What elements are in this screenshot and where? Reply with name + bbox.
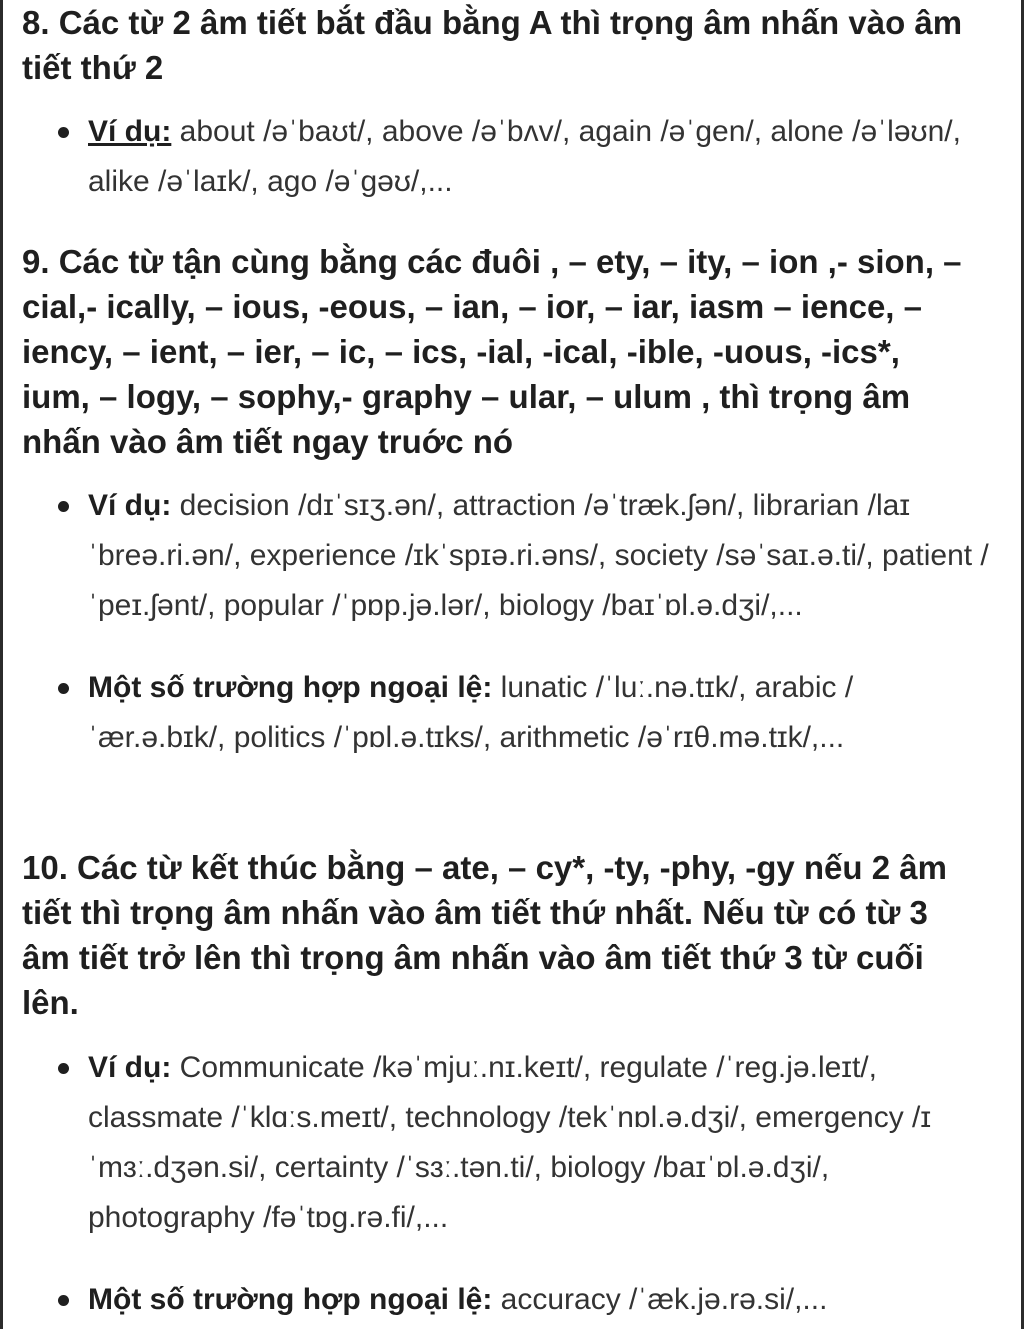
list-item-exceptions [22, 1275, 990, 1325]
example-label: Ví dụ: [88, 1051, 172, 1084]
list-item-example [22, 1043, 990, 1243]
exceptions-label: Một số trường hợp ngoại lệ: [88, 671, 493, 704]
example-text: Communicate /kəˈmjuː.nɪ.keɪt/, regulate /ˈreg.jə.leɪt/, classmate /ˈklɑːs.meɪt/, technology /tekˈnɒl.ə.dʒi/, emergency /ɪˈmɜː.dʒən.si/, certainty /ˈsɜː.tən.ti/, biology /baɪˈɒl.ə.dʒi/, photography /fəˈtɒg.rə.fi/,... [88, 1051, 932, 1234]
page-border-left [0, 0, 3, 1329]
exceptions-text: lunatic /ˈluː.nə.tɪk/, arabic /ˈær.ə.bɪk/, politics /ˈpɒl.ə.tɪks/, arithmetic /əˈrɪθ.mə.tɪk/,... [88, 671, 854, 754]
example-text: decision /dɪˈsɪʒ.ən/, attraction /əˈtræk.ʃən/, librarian /laɪˈbreə.ri.ən/, experience /ɪkˈspɪə.ri.əns/, society /səˈsaɪ.ə.ti/, patient /ˈpeɪ.ʃənt/, popular /ˈpɒp.jə.lər/, biology /baɪˈɒl.ə.dʒi/,... [88, 489, 989, 622]
example-label: Ví dụ: [88, 115, 172, 148]
section-10-list [22, 1043, 990, 1325]
list-item-example [22, 107, 990, 207]
section-10-heading: 10. Các từ kết thúc bằng – ate, – cy*, -ty, -phy, -gy nếu 2 âm tiết thì trọng âm nhấn vào âm tiết thứ nhất. Nếu từ có từ 3 âm tiết trở lên thì trọng âm nhấn vào âm tiết thứ 3 từ cuối lên. [22, 849, 947, 1021]
example-text: about /əˈbaʊt/, above /əˈbʌv/, again /əˈgen/, alone /əˈləʊn/, alike /əˈlaɪk/, ago /əˈgəʊ/,... [88, 115, 961, 198]
exceptions-label: Một số trường hợp ngoại lệ: [88, 1283, 493, 1316]
section-8-list [22, 107, 990, 207]
example-label: Ví dụ: [88, 489, 172, 522]
exceptions-text: accuracy /ˈæk.jə.rə.si/,... [492, 1283, 828, 1316]
list-item-example [22, 481, 990, 631]
section-9-list [22, 481, 990, 763]
section-9-heading: 9. Các từ tận cùng bằng các đuôi , – ety, – ity, – ion ,- sion, – cial,- ically, – ious, -eous, – ian, – ior, – iar, iasm – ience, – iency, – ient, – ier, – ic, – ics, -ial, -ical, -ible, -uous, -ics*, ium, – logy, – sophy,- graphy – ular, – ulum , thì trọng âm nhấn vào âm tiết ngay truớc nó [22, 243, 962, 460]
list-item-exceptions [22, 663, 990, 763]
section-8-heading: 8. Các từ 2 âm tiết bắt đầu bằng A thì trọng âm nhấn vào âm tiết thứ 2 [22, 4, 963, 86]
